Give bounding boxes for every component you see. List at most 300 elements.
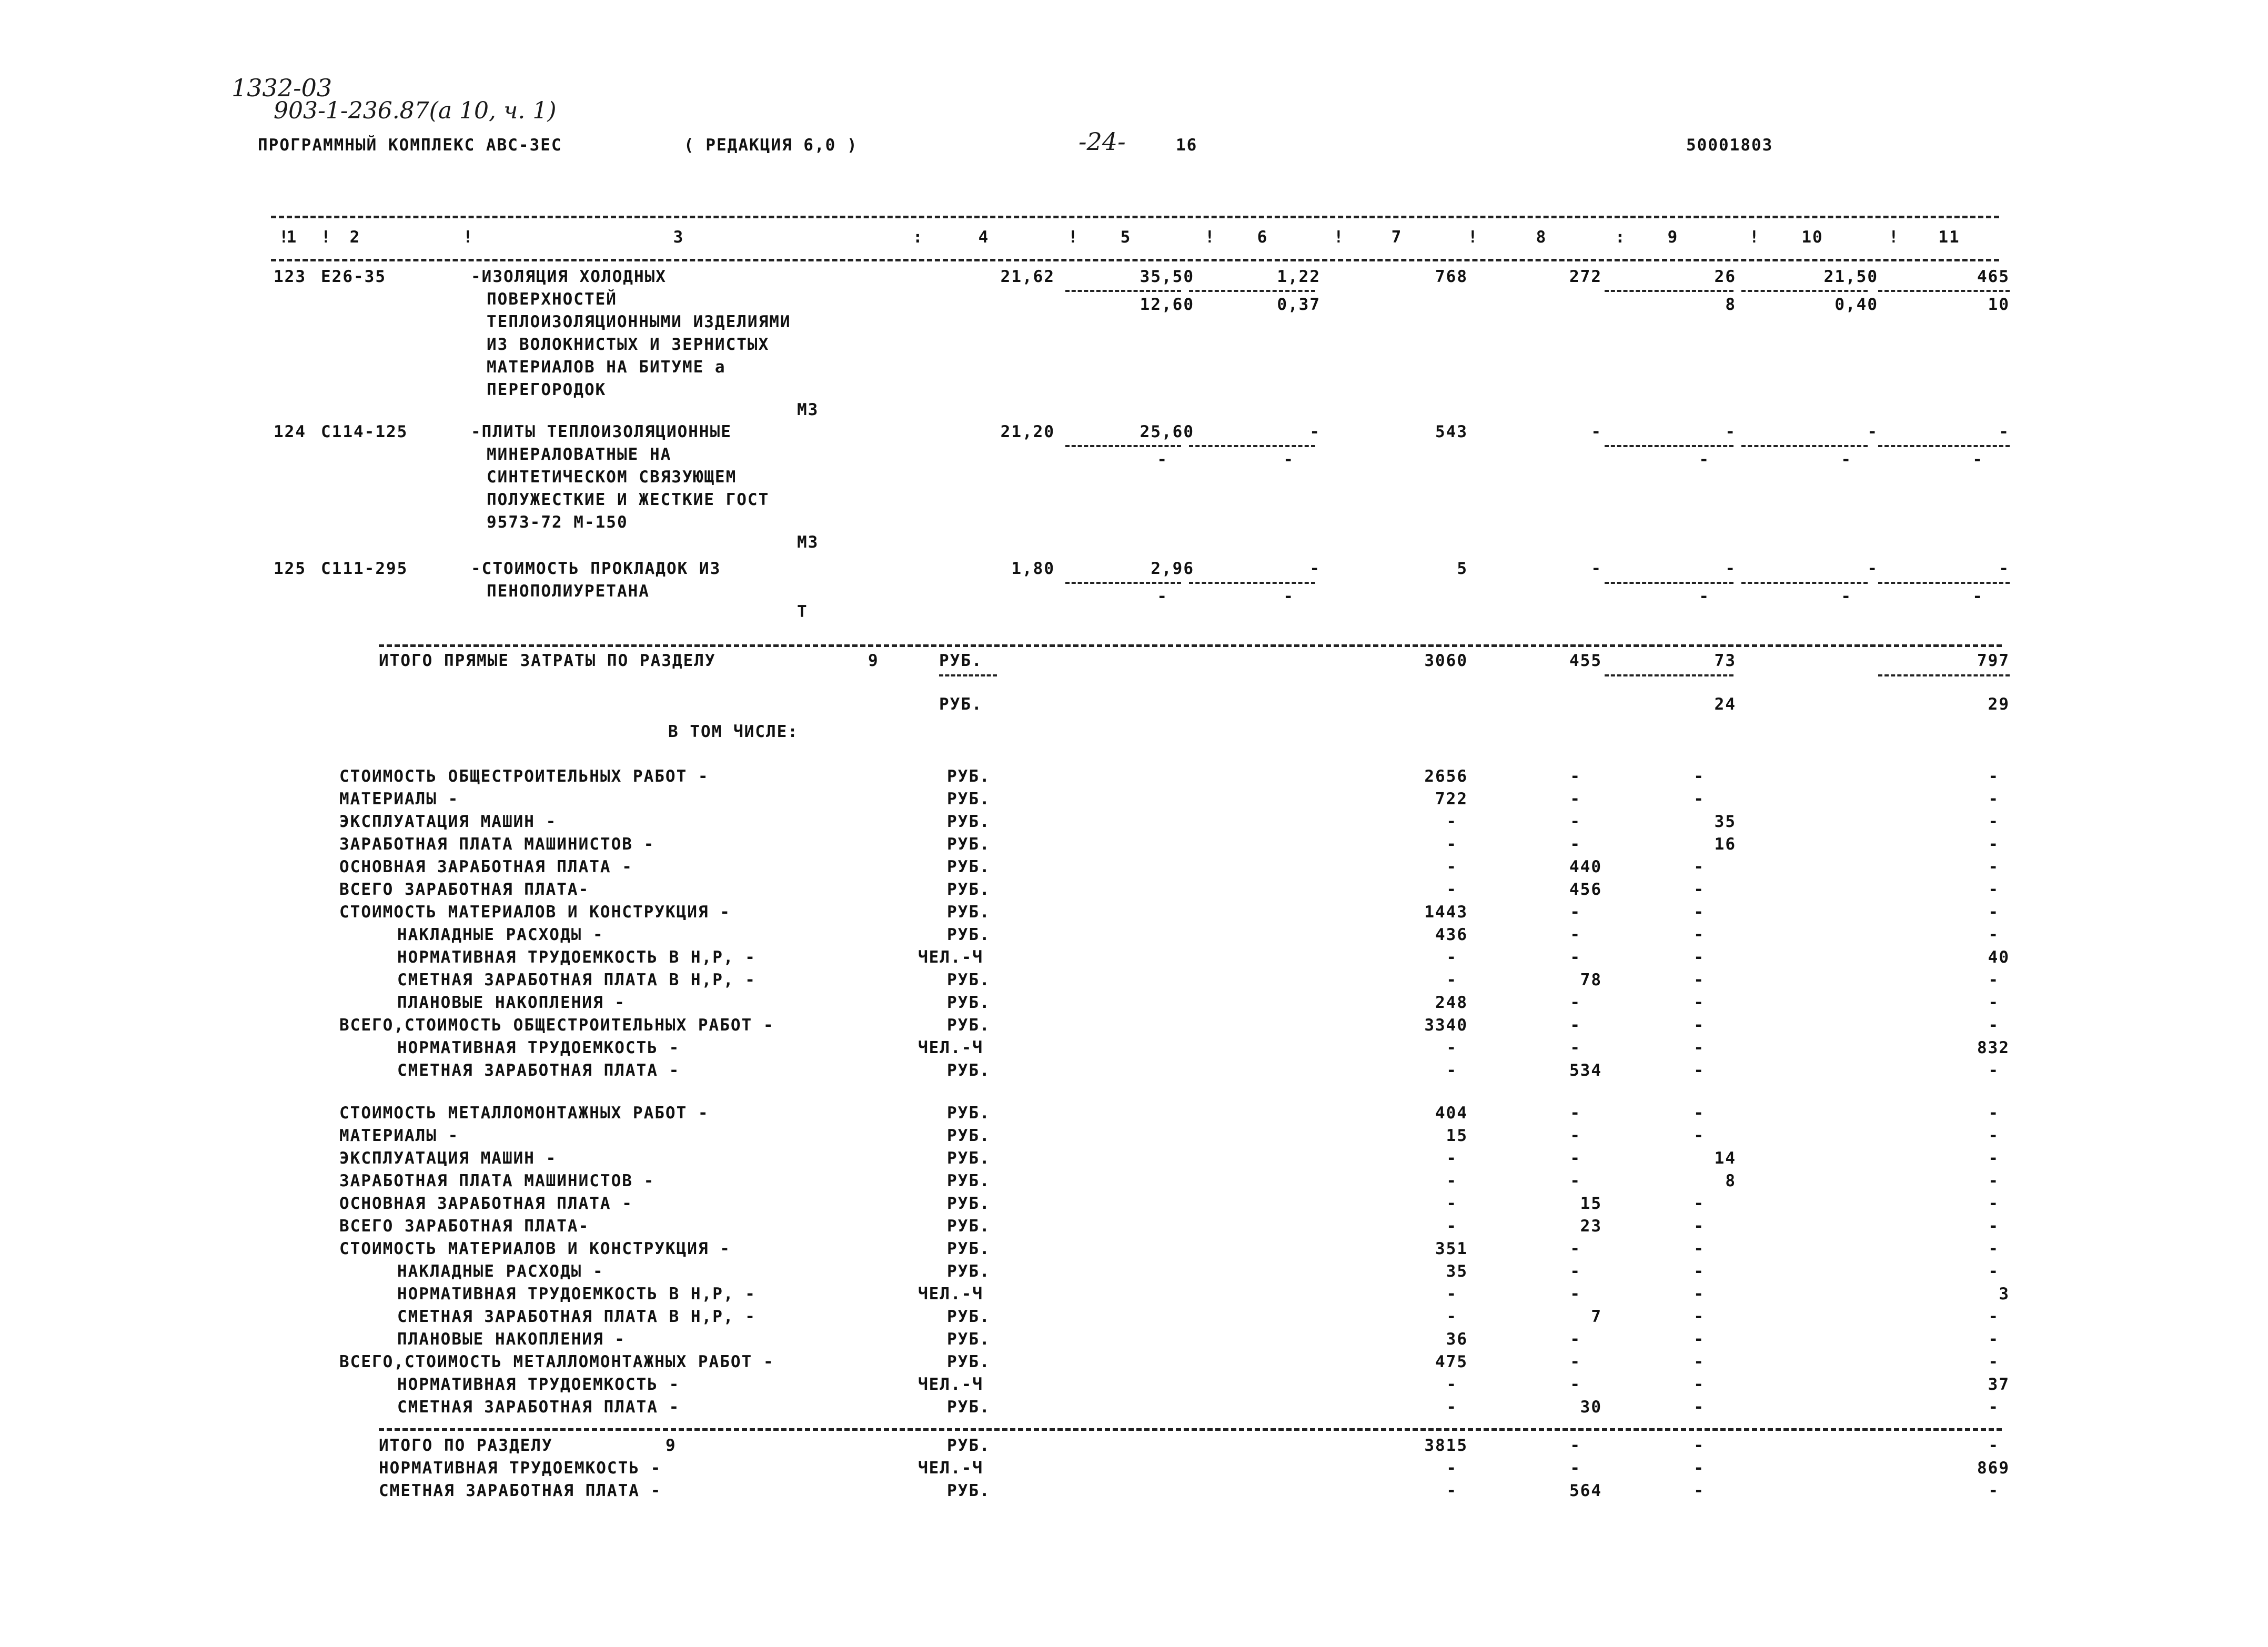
item-c5b: -: [1157, 587, 1168, 606]
including-label: В ТОМ ЧИСЛЕ:: [668, 722, 799, 741]
general-works-row-unit: РУБ.: [947, 880, 991, 899]
handwritten-project-code: 903-1-236.87(а 10, ч. 1): [274, 97, 557, 124]
column-separator: :: [1615, 228, 1626, 247]
general-works-row-c11: 832: [1977, 1038, 2010, 1057]
document-code: 50001803: [1686, 136, 1773, 155]
item-c4: 1,80: [1011, 559, 1055, 578]
general-works-row-unit: РУБ.: [947, 857, 991, 876]
item-c4: 21,20: [1000, 422, 1055, 441]
metal-works-row-unit: ЧЕЛ.-Ч: [918, 1375, 983, 1394]
metal-works-row-c9: -: [1694, 1194, 1705, 1213]
general-works-row-c7: -: [1446, 812, 1457, 831]
metal-works-row-c8: -: [1570, 1149, 1581, 1168]
column-separator: :: [913, 228, 924, 247]
column-header-11: 11: [1938, 228, 1960, 247]
section-total-label: НОРМАТИВНАЯ ТРУДОЕМКОСТЬ -: [379, 1459, 662, 1478]
item-description-line: -СТОИМОСТЬ ПРОКЛАДОК ИЗ: [471, 559, 721, 578]
item-c6b: -: [1283, 450, 1294, 469]
general-works-row-c7: 1443: [1424, 903, 1468, 922]
item-c5b: -: [1157, 450, 1168, 469]
item-subrule: [1741, 582, 1868, 584]
item-c10: -: [1867, 559, 1878, 578]
general-works-row-c8: 440: [1569, 857, 1602, 876]
section-total-c9: -: [1694, 1481, 1705, 1500]
metal-works-row-c9: -: [1694, 1330, 1705, 1349]
column-separator: !: [1068, 228, 1079, 247]
metal-works-row-c9: -: [1694, 1126, 1705, 1145]
general-works-row-c7: -: [1446, 948, 1457, 967]
metal-works-row-c11: 3: [1999, 1285, 2010, 1304]
metal-works-row-c8: 23: [1580, 1217, 1602, 1236]
metal-works-row-unit: РУБ.: [947, 1149, 991, 1168]
section-total-unit: РУБ.: [947, 1436, 991, 1455]
section-total-c9: -: [1694, 1459, 1705, 1478]
general-works-row-c7: -: [1446, 857, 1457, 876]
metal-works-row-label: НОРМАТИВНАЯ ТРУДОЕМКОСТЬ В Н,Р, -: [397, 1285, 756, 1304]
item-c6: 1,22: [1277, 267, 1321, 286]
item-subrule: [1065, 445, 1181, 447]
general-works-row-c8: -: [1570, 1016, 1581, 1035]
general-works-row-c9: -: [1694, 790, 1705, 809]
general-works-row-c11: -: [1988, 903, 1999, 922]
item-c9b: -: [1699, 587, 1710, 606]
metal-works-row-c7: 15: [1446, 1126, 1468, 1145]
item-c9b: 8: [1725, 295, 1736, 314]
metal-works-row-label: СМЕТНАЯ ЗАРАБОТНАЯ ПЛАТА В Н,Р, -: [397, 1307, 756, 1326]
header-top-rule: [271, 216, 1999, 218]
metal-works-row-c9: -: [1694, 1104, 1705, 1123]
metal-works-row-c7: -: [1446, 1285, 1457, 1304]
general-works-row-c8: -: [1570, 790, 1581, 809]
item-c8: -: [1591, 422, 1602, 441]
metal-works-row-label: ВСЕГО,СТОИМОСТЬ МЕТАЛЛОМОНТАЖНЫХ РАБОТ -: [339, 1352, 774, 1371]
item-c6b: 0,37: [1277, 295, 1321, 314]
metal-works-row-c8: 30: [1580, 1398, 1602, 1417]
metal-works-row-c7: -: [1446, 1398, 1457, 1417]
metal-works-row-c8: -: [1570, 1330, 1581, 1349]
item-c11b: -: [1972, 587, 1983, 606]
metal-works-row-c9: -: [1694, 1285, 1705, 1304]
item-c9: -: [1725, 559, 1736, 578]
item-description-line: ПОЛУЖЕСТКИЕ И ЖЕСТКИЕ ГОСТ: [487, 490, 770, 509]
item-description-line: ТЕПЛОИЗОЛЯЦИОННЫМИ ИЗДЕЛИЯМИ: [487, 312, 791, 331]
item-subrule: [1878, 445, 2010, 447]
section-total-c11: -: [1988, 1436, 1999, 1455]
item-description-line: 9573-72 М-150: [487, 513, 628, 532]
section-total-rule: [379, 1428, 2002, 1431]
general-works-row-c8: -: [1570, 767, 1581, 786]
general-works-row-unit: РУБ.: [947, 1016, 991, 1035]
general-works-row-c8: -: [1570, 925, 1581, 944]
item-c6: -: [1309, 422, 1321, 441]
item-c9: 26: [1714, 267, 1736, 286]
item-subrule: [1605, 445, 1733, 447]
item-subrule: [1605, 582, 1733, 584]
metal-works-row-label: НАКЛАДНЫЕ РАСХОДЫ -: [397, 1262, 604, 1281]
general-works-row-c7: 3340: [1424, 1016, 1468, 1035]
general-works-row-unit: РУБ.: [947, 835, 991, 854]
metal-works-row-unit: РУБ.: [947, 1104, 991, 1123]
column-header-1: 1: [286, 228, 298, 247]
metal-works-row-c9: 14: [1714, 1149, 1736, 1168]
item-c7: 768: [1435, 267, 1468, 286]
item-description-line: ПЕНОПОЛИУРЕТАНА: [487, 582, 650, 601]
section-total-label: СМЕТНАЯ ЗАРАБОТНАЯ ПЛАТА -: [379, 1481, 662, 1500]
metal-works-row-c7: 35: [1446, 1262, 1468, 1281]
general-works-row-c8: -: [1570, 812, 1581, 831]
item-subrule: [1065, 582, 1181, 584]
metal-works-row-label: ЗАРАБОТНАЯ ПЛАТА МАШИНИСТОВ -: [339, 1171, 655, 1190]
general-works-row-label: НОРМАТИВНАЯ ТРУДОЕМКОСТЬ -: [397, 1038, 680, 1057]
section-total-c11: 869: [1977, 1459, 2010, 1478]
metal-works-row-label: ПЛАНОВЫЕ НАКОПЛЕНИЯ -: [397, 1330, 626, 1349]
item-subrule: [1878, 582, 2010, 584]
metal-works-row-c9: -: [1694, 1398, 1705, 1417]
item-c10: 21,50: [1823, 267, 1878, 286]
item-subrule: [1189, 290, 1315, 292]
metal-works-row-c8: -: [1570, 1104, 1581, 1123]
total-subrule: [1878, 674, 2010, 676]
metal-works-row-c9: -: [1694, 1352, 1705, 1371]
general-works-row-unit: РУБ.: [947, 812, 991, 831]
metal-works-row-label: ВСЕГО ЗАРАБОТНАЯ ПЛАТА-: [339, 1217, 590, 1236]
metal-works-row-c11: -: [1988, 1126, 1999, 1145]
column-separator: !: [1749, 228, 1760, 247]
general-works-row-c11: -: [1988, 971, 1999, 989]
general-works-row-c11: -: [1988, 857, 1999, 876]
item-subrule: [1189, 445, 1315, 447]
general-works-row-c9: -: [1694, 948, 1705, 967]
general-works-row-c9: -: [1694, 1038, 1705, 1057]
item-c4: 21,62: [1000, 267, 1055, 286]
general-works-row-c9: -: [1694, 993, 1705, 1012]
total-direct-c11: 797: [1977, 651, 2010, 670]
general-works-row-label: НАКЛАДНЫЕ РАСХОДЫ -: [397, 925, 604, 944]
total-direct-c7: 3060: [1424, 651, 1468, 670]
metal-works-row-c11: -: [1988, 1330, 1999, 1349]
metal-works-row-c7: 36: [1446, 1330, 1468, 1349]
general-works-row-label: НОРМАТИВНАЯ ТРУДОЕМКОСТЬ В Н,Р, -: [397, 948, 756, 967]
item-c11: -: [1999, 422, 2010, 441]
item-unit: Т: [797, 602, 808, 621]
item-number: 125: [274, 559, 306, 578]
general-works-row-c9: 35: [1714, 812, 1736, 831]
item-description-line: СИНТЕТИЧЕСКОМ СВЯЗУЮЩЕМ: [487, 468, 737, 487]
handwritten-number: 1332-03: [231, 74, 332, 102]
column-separator: !: [1205, 228, 1216, 247]
general-works-row-label: МАТЕРИАЛЫ -: [339, 790, 459, 809]
item-c7: 5: [1457, 559, 1468, 578]
item-subrule: [1878, 290, 2010, 292]
item-c5: 2,96: [1151, 559, 1194, 578]
metal-works-row-label: СТОИМОСТЬ МЕТАЛЛОМОНТАЖНЫХ РАБОТ -: [339, 1104, 709, 1123]
item-description-line: -ИЗОЛЯЦИЯ ХОЛОДНЫХ: [471, 267, 667, 286]
section-total-unit: ЧЕЛ.-Ч: [918, 1459, 983, 1478]
general-works-row-label: ПЛАНОВЫЕ НАКОПЛЕНИЯ -: [397, 993, 626, 1012]
general-works-row-label: СТОИМОСТЬ ОБЩЕСТРОИТЕЛЬНЫХ РАБОТ -: [339, 767, 709, 786]
item-number: 123: [274, 267, 306, 286]
general-works-row-c7: 436: [1435, 925, 1468, 944]
item-unit: М3: [797, 533, 819, 552]
metal-works-row-c8: -: [1570, 1171, 1581, 1190]
metal-works-row-label: МАТЕРИАЛЫ -: [339, 1126, 459, 1145]
section-total-c8: 564: [1569, 1481, 1602, 1500]
general-works-row-c8: -: [1570, 1038, 1581, 1057]
item-c9b: -: [1699, 450, 1710, 469]
section-total-c8: -: [1570, 1459, 1581, 1478]
general-works-row-label: СТОИМОСТЬ МАТЕРИАЛОВ И КОНСТРУКЦИЯ -: [339, 903, 731, 922]
general-works-row-unit: РУБ.: [947, 790, 991, 809]
general-works-row-c9: -: [1694, 1061, 1705, 1080]
metal-works-row-c8: -: [1570, 1126, 1581, 1145]
metal-works-row-c11: -: [1988, 1194, 1999, 1213]
general-works-row-c7: -: [1446, 1061, 1457, 1080]
item-subrule: [1741, 445, 1868, 447]
item-c11b: -: [1972, 450, 1983, 469]
general-works-row-unit: РУБ.: [947, 903, 991, 922]
metal-works-row-label: ЭКСПЛУАТАЦИЯ МАШИН -: [339, 1149, 557, 1168]
header-bottom-rule: [271, 259, 1999, 261]
metal-works-row-c11: -: [1988, 1307, 1999, 1326]
general-works-row-label: ВСЕГО ЗАРАБОТНАЯ ПЛАТА-: [339, 880, 590, 899]
general-works-row-c8: 78: [1580, 971, 1602, 989]
metal-works-row-c8: 15: [1580, 1194, 1602, 1213]
metal-works-row-c7: -: [1446, 1194, 1457, 1213]
general-works-row-c9: -: [1694, 857, 1705, 876]
general-works-row-unit: ЧЕЛ.-Ч: [918, 1038, 983, 1057]
general-works-row-c11: -: [1988, 993, 1999, 1012]
metal-works-row-c9: -: [1694, 1375, 1705, 1394]
general-works-row-c9: -: [1694, 767, 1705, 786]
general-works-row-unit: ЧЕЛ.-Ч: [918, 948, 983, 967]
general-works-row-c9: 16: [1714, 835, 1736, 854]
section-total-c11: -: [1988, 1481, 1999, 1500]
general-works-row-c8: -: [1570, 903, 1581, 922]
column-header-9: 9: [1667, 228, 1679, 247]
metal-works-row-unit: ЧЕЛ.-Ч: [918, 1285, 983, 1304]
item-description-line: МАТЕРИАЛОВ НА БИТУМЕ а: [487, 358, 726, 377]
total-direct-c11b: 29: [1988, 695, 2010, 714]
item-c6b: -: [1283, 587, 1294, 606]
metal-works-row-unit: РУБ.: [947, 1217, 991, 1236]
general-works-row-label: ЭКСПЛУАТАЦИЯ МАШИН -: [339, 812, 557, 831]
total-direct-unit2: РУБ.: [939, 695, 983, 714]
metal-works-row-c7: -: [1446, 1307, 1457, 1326]
general-works-row-c7: -: [1446, 971, 1457, 989]
general-works-row-c7: -: [1446, 1038, 1457, 1057]
general-works-row-c11: 40: [1988, 948, 2010, 967]
metal-works-row-label: НОРМАТИВНАЯ ТРУДОЕМКОСТЬ -: [397, 1375, 680, 1394]
column-header-8: 8: [1536, 228, 1547, 247]
column-header-7: 7: [1391, 228, 1403, 247]
item-c10b: -: [1841, 450, 1852, 469]
item-number: 124: [274, 422, 306, 441]
item-c11b: 10: [1988, 295, 2010, 314]
metal-works-row-label: СТОИМОСТЬ МАТЕРИАЛОВ И КОНСТРУКЦИЯ -: [339, 1239, 731, 1258]
section-total-c8: -: [1570, 1436, 1581, 1455]
total-direct-section: 9: [868, 651, 879, 670]
metal-works-row-c7: -: [1446, 1217, 1457, 1236]
metal-works-row-c9: -: [1694, 1307, 1705, 1326]
general-works-row-label: СМЕТНАЯ ЗАРАБОТНАЯ ПЛАТА -: [397, 1061, 680, 1080]
item-c7: 543: [1435, 422, 1468, 441]
total-direct-unit: РУБ.: [939, 651, 983, 670]
general-works-row-c11: -: [1988, 812, 1999, 831]
program-title: ПРОГРАММНЫЙ КОМПЛЕКС АВС-3ЕС: [258, 136, 562, 155]
column-header-5: 5: [1120, 228, 1132, 247]
section-total-number: 9: [666, 1436, 677, 1455]
metal-works-row-c9: -: [1694, 1262, 1705, 1281]
total-top-rule: [379, 644, 2002, 647]
metal-works-row-c7: -: [1446, 1375, 1457, 1394]
metal-works-row-c8: -: [1570, 1375, 1581, 1394]
page-number: 16: [1176, 136, 1198, 155]
total-direct-c9: 73: [1714, 651, 1736, 670]
edition-label: ( РЕДАКЦИЯ 6,0 ): [684, 136, 858, 155]
general-works-row-c7: 2656: [1424, 767, 1468, 786]
column-header-3: 3: [673, 228, 684, 247]
metal-works-row-c11: -: [1988, 1239, 1999, 1258]
general-works-row-unit: РУБ.: [947, 767, 991, 786]
item-c5: 25,60: [1140, 422, 1194, 441]
general-works-row-c11: -: [1988, 790, 1999, 809]
item-description-line: МИНЕРАЛОВАТНЫЕ НА: [487, 445, 672, 464]
general-works-row-unit: РУБ.: [947, 971, 991, 989]
section-total-c7: -: [1446, 1459, 1457, 1478]
metal-works-row-c9: -: [1694, 1239, 1705, 1258]
item-c11: -: [1999, 559, 2010, 578]
item-c8: -: [1591, 559, 1602, 578]
handwritten-page-mark: -24-: [1078, 127, 1126, 156]
metal-works-row-label: СМЕТНАЯ ЗАРАБОТНАЯ ПЛАТА -: [397, 1398, 680, 1417]
general-works-row-c11: -: [1988, 835, 1999, 854]
general-works-row-unit: РУБ.: [947, 925, 991, 944]
metal-works-row-unit: РУБ.: [947, 1352, 991, 1371]
metal-works-row-c9: -: [1694, 1217, 1705, 1236]
metal-works-row-c8: -: [1570, 1239, 1581, 1258]
general-works-row-c8: 456: [1569, 880, 1602, 899]
general-works-row-c8: -: [1570, 993, 1581, 1012]
general-works-row-c8: -: [1570, 948, 1581, 967]
general-works-row-c9: -: [1694, 1016, 1705, 1035]
metal-works-row-c11: -: [1988, 1398, 1999, 1417]
general-works-row-label: ОСНОВНАЯ ЗАРАБОТНАЯ ПЛАТА -: [339, 857, 633, 876]
item-subrule: [1741, 290, 1868, 292]
item-c5: 35,50: [1140, 267, 1194, 286]
section-total-unit: РУБ.: [947, 1481, 991, 1500]
item-c9: -: [1725, 422, 1736, 441]
column-header-10: 10: [1801, 228, 1823, 247]
metal-works-row-c8: -: [1570, 1352, 1581, 1371]
metal-works-row-c9: 8: [1725, 1171, 1736, 1190]
total-direct-c9b: 24: [1714, 695, 1736, 714]
metal-works-row-c11: -: [1988, 1262, 1999, 1281]
total-direct-c8: 455: [1569, 651, 1602, 670]
item-c10b: -: [1841, 587, 1852, 606]
metal-works-row-unit: РУБ.: [947, 1126, 991, 1145]
general-works-row-c11: -: [1988, 880, 1999, 899]
general-works-row-c9: -: [1694, 971, 1705, 989]
general-works-row-c11: -: [1988, 1016, 1999, 1035]
metal-works-row-c7: 351: [1435, 1239, 1468, 1258]
general-works-row-c8: -: [1570, 835, 1581, 854]
metal-works-row-unit: РУБ.: [947, 1262, 991, 1281]
metal-works-row-c11: -: [1988, 1104, 1999, 1123]
item-c5b: 12,60: [1140, 295, 1194, 314]
metal-works-row-unit: РУБ.: [947, 1194, 991, 1213]
item-code: С111-295: [321, 559, 408, 578]
item-code: Е26-35: [321, 267, 386, 286]
metal-works-row-unit: РУБ.: [947, 1307, 991, 1326]
section-total-label: ИТОГО ПО РАЗДЕЛУ: [379, 1436, 553, 1455]
total-subrule: [1605, 674, 1733, 676]
general-works-row-c7: -: [1446, 880, 1457, 899]
metal-works-row-unit: РУБ.: [947, 1330, 991, 1349]
column-separator: !: [279, 228, 290, 247]
general-works-row-c8: 534: [1569, 1061, 1602, 1080]
item-c10: -: [1867, 422, 1878, 441]
section-total-c7: 3815: [1424, 1436, 1468, 1455]
metal-works-row-c11: -: [1988, 1352, 1999, 1371]
general-works-row-c11: -: [1988, 767, 1999, 786]
metal-works-row-c8: 7: [1591, 1307, 1602, 1326]
item-description-line: ПОВЕРХНОСТЕЙ: [487, 290, 617, 309]
total-direct-label: ИТОГО ПРЯМЫЕ ЗАТРАТЫ ПО РАЗДЕЛУ: [379, 651, 716, 670]
metal-works-row-c11: -: [1988, 1149, 1999, 1168]
item-subrule: [1189, 582, 1315, 584]
general-works-row-c11: -: [1988, 1061, 1999, 1080]
item-c10b: 0,40: [1834, 295, 1878, 314]
column-separator: !: [463, 228, 474, 247]
metal-works-row-c11: 37: [1988, 1375, 2010, 1394]
general-works-row-c11: -: [1988, 925, 1999, 944]
column-separator: !: [1334, 228, 1345, 247]
metal-works-row-c8: -: [1570, 1285, 1581, 1304]
metal-works-row-c7: -: [1446, 1149, 1457, 1168]
column-separator: !: [1468, 228, 1479, 247]
column-separator: !: [1889, 228, 1900, 247]
general-works-row-unit: РУБ.: [947, 1061, 991, 1080]
item-subrule: [1065, 290, 1181, 292]
metal-works-row-unit: РУБ.: [947, 1239, 991, 1258]
general-works-row-c7: 722: [1435, 790, 1468, 809]
item-description-line: ПЕРЕГОРОДОК: [487, 380, 607, 399]
total-unit-rule: [939, 674, 997, 676]
general-works-row-label: ВСЕГО,СТОИМОСТЬ ОБЩЕСТРОИТЕЛЬНЫХ РАБОТ -: [339, 1016, 774, 1035]
general-works-row-c7: -: [1446, 835, 1457, 854]
metal-works-row-c8: -: [1570, 1262, 1581, 1281]
column-header-6: 6: [1257, 228, 1268, 247]
item-code: С114-125: [321, 422, 408, 441]
metal-works-row-unit: РУБ.: [947, 1398, 991, 1417]
column-separator: !: [321, 228, 332, 247]
general-works-row-c9: -: [1694, 903, 1705, 922]
metal-works-row-label: ОСНОВНАЯ ЗАРАБОТНАЯ ПЛАТА -: [339, 1194, 633, 1213]
general-works-row-c9: -: [1694, 925, 1705, 944]
item-c8: 272: [1569, 267, 1602, 286]
section-total-c9: -: [1694, 1436, 1705, 1455]
section-total-c7: -: [1446, 1481, 1457, 1500]
metal-works-row-c7: 404: [1435, 1104, 1468, 1123]
metal-works-row-c11: -: [1988, 1171, 1999, 1190]
item-description-line: -ПЛИТЫ ТЕПЛОИЗОЛЯЦИОННЫЕ: [471, 422, 732, 441]
column-header-2: 2: [349, 228, 361, 247]
item-description-line: ИЗ ВОЛОКНИСТЫХ И ЗЕРНИСТЫХ: [487, 335, 770, 354]
item-c11: 465: [1977, 267, 2010, 286]
item-c6: -: [1309, 559, 1321, 578]
item-subrule: [1605, 290, 1733, 292]
metal-works-row-c7: -: [1446, 1171, 1457, 1190]
